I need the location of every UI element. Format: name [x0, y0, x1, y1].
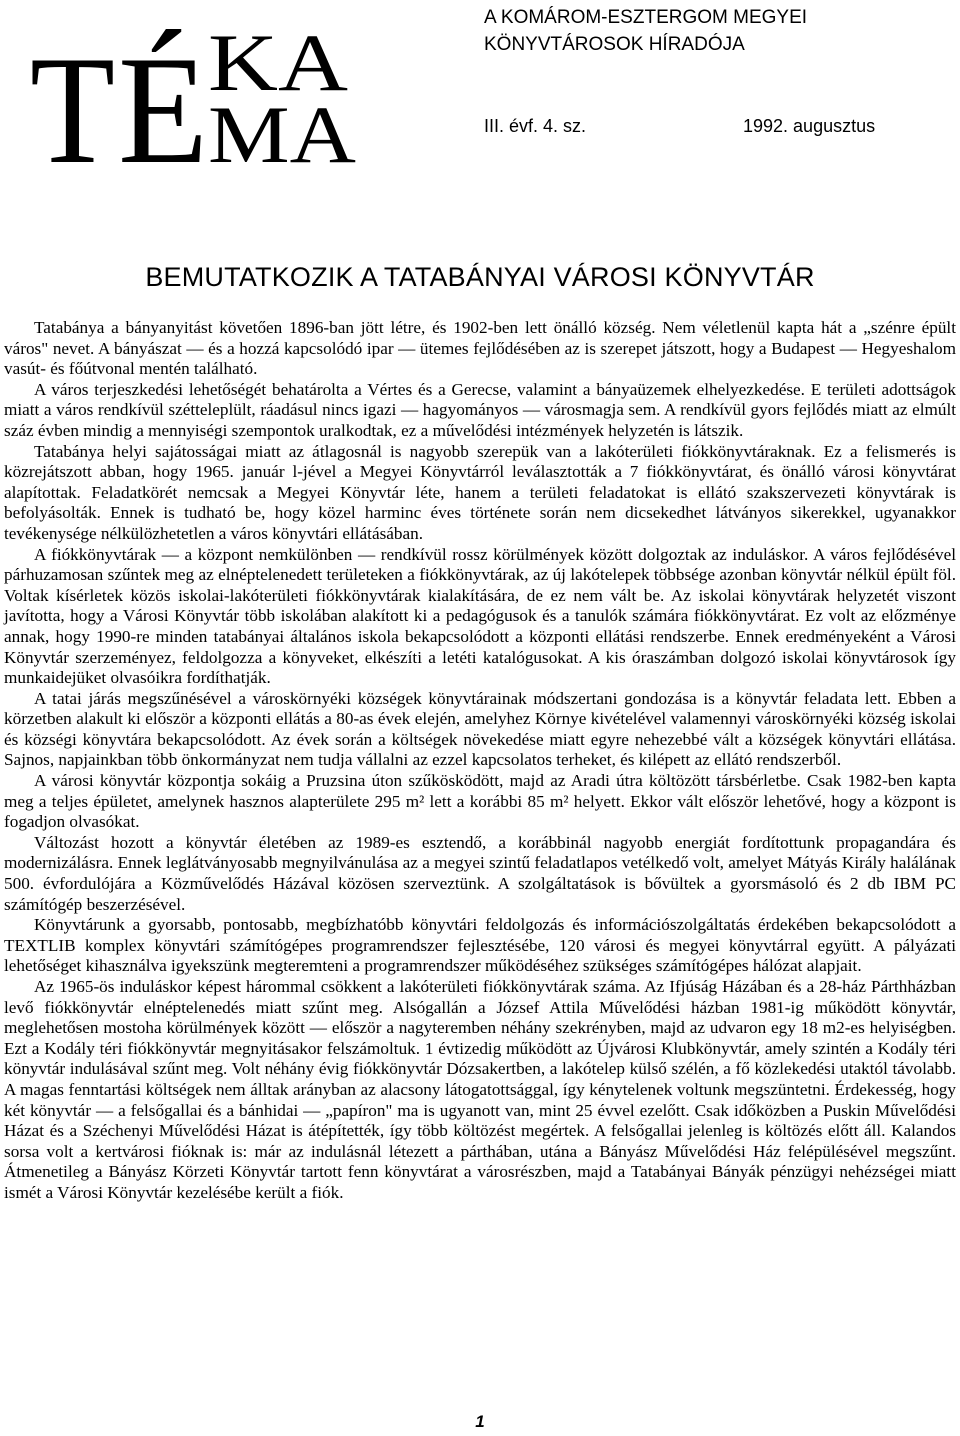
article-paragraph: A városi könyvtár központja sokáig a Pruzsina úton szűkösködött, majd az Aradi útra költözött társbérletbe. Csak 1982-ben kapta meg a teljes épületet, amelynek hasznos alapterülete 295 m² lett a korábbi 85 m² helyett. Ekkor vált először lehetővé, hogy a központ is fogadjon olvasókat. — [4, 771, 956, 832]
teka-logo — [30, 0, 360, 172]
publisher-block — [484, 4, 944, 58]
logo-letters-ka: KA — [208, 17, 348, 108]
article-paragraph: Tatabánya helyi sajátosságai miatt az átlagosnál is nagyobb szerepük van a lakóterületi fiókkönyvtáraknak. Ez a felismerés is közrejátszott abban, hogy 1965. január l-jével a Megyei Könyvtárról leválasztották a 7 fiókkönyvtárat, és önálló városi könyvtárat alapítottak. Feladatkörét nemcsak a Megyei Könyvtár léte, hanem a területi feladatokat is ellátó szakszervezeti könyvtárak is befolyásolták. Ennek is tudható be, hogy közel harminc éves története során nem dicsekedhet látványos sikerekkel, ugyanakkor tevékenysége nélkülözhetetlen a város könyvtári ellátásában. — [4, 441, 956, 543]
article-paragraph: Változást hozott a könyvtár életében az 1989-es esztendő, a korábbinál nagyobb energiát fordítottunk propagandára és modernizálásra. Ennek leglátványosabb megnyilvánulása az a megyei szintű feladatlapos vetélkedő volt, amelyet Mátyás Király halálának 500. évfordulójára a Közművelődés Házával közösen szerveztünk. A szolgáltatások is bővültek a gyorsmásoló és 2 db IBM PC számítógép beszerzésével. — [4, 832, 956, 914]
logo-letter-e: É — [118, 24, 208, 172]
article-paragraph: A város terjeszkedési lehetőségét behatárolta a Vértes és a Gerecse, valamint a bányaüzemek elhelyezkedése. E területi adottságok miatt a város rendkívül szétteleplült, ráadásul nincs igazi — hagyományos — városmagja sem. A rendkívül gyors fejlődés miatt az elmúlt száz évben mindig a mennyiségi szempontok uralkodtak, ez a művelődési intézmények helyzetén is látszik. — [4, 379, 956, 440]
teka-logo-graphic — [30, 0, 360, 172]
article-paragraph: Az 1965-ös induláskor képest hárommal csökkent a lakóterületi fiókkönyvtárak száma. Az Ifjúság Házában és a 28-ház Párthházban levő fiókkönyvtár elnéptelenedés miatt szűnt meg. Alsógallán a József Attila Művelődési házban 1981-ig működött könyvtár, meglehetősen mostoha körülmények között — először a nagyteremben néhány szekrényben, majd az udvaron egy 18 m2-es helyiségben. Ezt a Kodály téri fiókkönyvtár megnyitásakor felszámoltuk. 1 évtizedig működött az Újvárosi Klubkönyvtár, amely szintén a Kodály téri könyvtár indulásával szűnt meg. Volt néhány évig fiókkönyvtár Dózsakertben, a lakótelep külső szélén, a fő közlekedési utaktól távolabb. A magas fenntartási költségek nem álltak arányban az alacsony látogatottsággal, így kénytelenek voltunk megszüntetni. Érdekesség, hogy két könyvtár — a felsőgallai és a bánhidai — „papíron" ma is ugyanott van, mint 25 évvel ezelőtt. Csak időközben a Puskin Művelődési Házat és a Széchenyi Művelődési Házat is átépítették, így több költözést megértek. A felsőgallai jelenleg is költözés előtt áll. Kalandos sorsa volt a kertvárosi fióknak is: már az indulásnál létezett a párthában, utána a Bányász Művelődési Ház felépülésével megszűnt. Átmenetileg a Bányász Körzeti Könyvtár tartott fenn könyvtárat a városrészben, majd a Tatabányai Bányák pénzügyi nehézségei miatt ismét a Városi Könyvtár kezelésébe került a fiók. — [4, 977, 956, 1202]
publisher-line-1: A KOMÁROM-ESZTERGOM MEGYEI — [484, 7, 808, 28]
logo-letter-t: T — [30, 24, 115, 172]
article-paragraph: Könyvtárunk a gyorsabb, pontosabb, megbízhatóbb könyvtári feldolgozás és információszolgáltatás érdekében bekapcsolódott a TEXTLIB komplex könyvtári számítógépes programrendszer fejlesztésébe, 120 városi és megyei könyvtárral együtt. A pályázati lehetőséget kihasználva igyekszünk megteremteni a programrendszer működéséhez szükséges számítógépes hálózat alapjait. — [4, 915, 956, 976]
issue-date: 1992. augusztus — [743, 116, 876, 136]
page-number: 1 — [475, 1412, 485, 1431]
article-paragraph: Tatabánya a bányanyitást követően 1896-ban jött létre, és 1902-ben lett önálló község. Nem véletlenül kapta hát a „szénre épült város" nevet. A bányászat — és a hozzá kapcsolódó ipar — ütemes fejlődésében az is szerepet játszott, hogy a Budapest — Hegyeshalom vasút- és főútvonal mentén található. — [4, 318, 956, 379]
publisher-line-2: KÖNYVTÁROSOK HÍRADÓJA — [484, 34, 745, 55]
issue-volume: III. évf. 4. sz. — [484, 116, 587, 136]
article-paragraph: A tatai járás megszűnésével a városkörnyéki községek könyvtárainak módszertani gondozása is a könyvtár feladata lett. Ebben a körzetben alakult ki először a központi ellátás a 80-as évek elején, amelyhez Környe kivételével valamennyi városkörnyéki község iskolai és községi könyvtára bekapcsolódott. Az évek során a költségek növekedése miatt egyre nehezebbé vált a községek könyvtári ellátása. Sajnos, napjainkban több önkormányzat nem tudja vállalni az ezzel kapcsolatos terheket, és kilépett az ellátó rendszerből. — [4, 688, 956, 770]
logo-letters-ma: MA — [208, 89, 356, 172]
article-body — [4, 318, 956, 1204]
article-title: BEMUTATKOZIK A TATABÁNYAI VÁROSI KÖNYVTÁR — [145, 262, 815, 292]
article-paragraph: A fiókkönyvtárak — a központ nemkülönben — rendkívül rossz körülmények között dolgoztak az induláskor. A város fejlődésével párhuzamosan szűntek meg az elnéptelenedett területeken a fiókkönyvtárak, az új lakótelepek többsége azonban könyvtár nélkül épült föl. Voltak kísérletek közös iskolai-lakóterületi fiókkönyvtárak kialakítására, de ez nem vált be. Az iskolai könyvtárak helyzetét viszont javította, hogy a Városi Könyvtár több iskolában alakított ki a pedagógusok és a tanulók számára fiókkönyvtárat. Ez volt az előzménye annak, hogy 1990-re minden tatabányai általános iskola bekapcsolódott a központi ellátási rendszerbe. Ennek eredményeként a Városi Könyvtár szerzeményez, feldolgozza a könyveket, elkészíti a letéti katalógusokat. A kis óraszámban dolgozó iskolai könyvtárosok így munkaidejüket olvasóikra fordíthatják. — [4, 544, 956, 688]
